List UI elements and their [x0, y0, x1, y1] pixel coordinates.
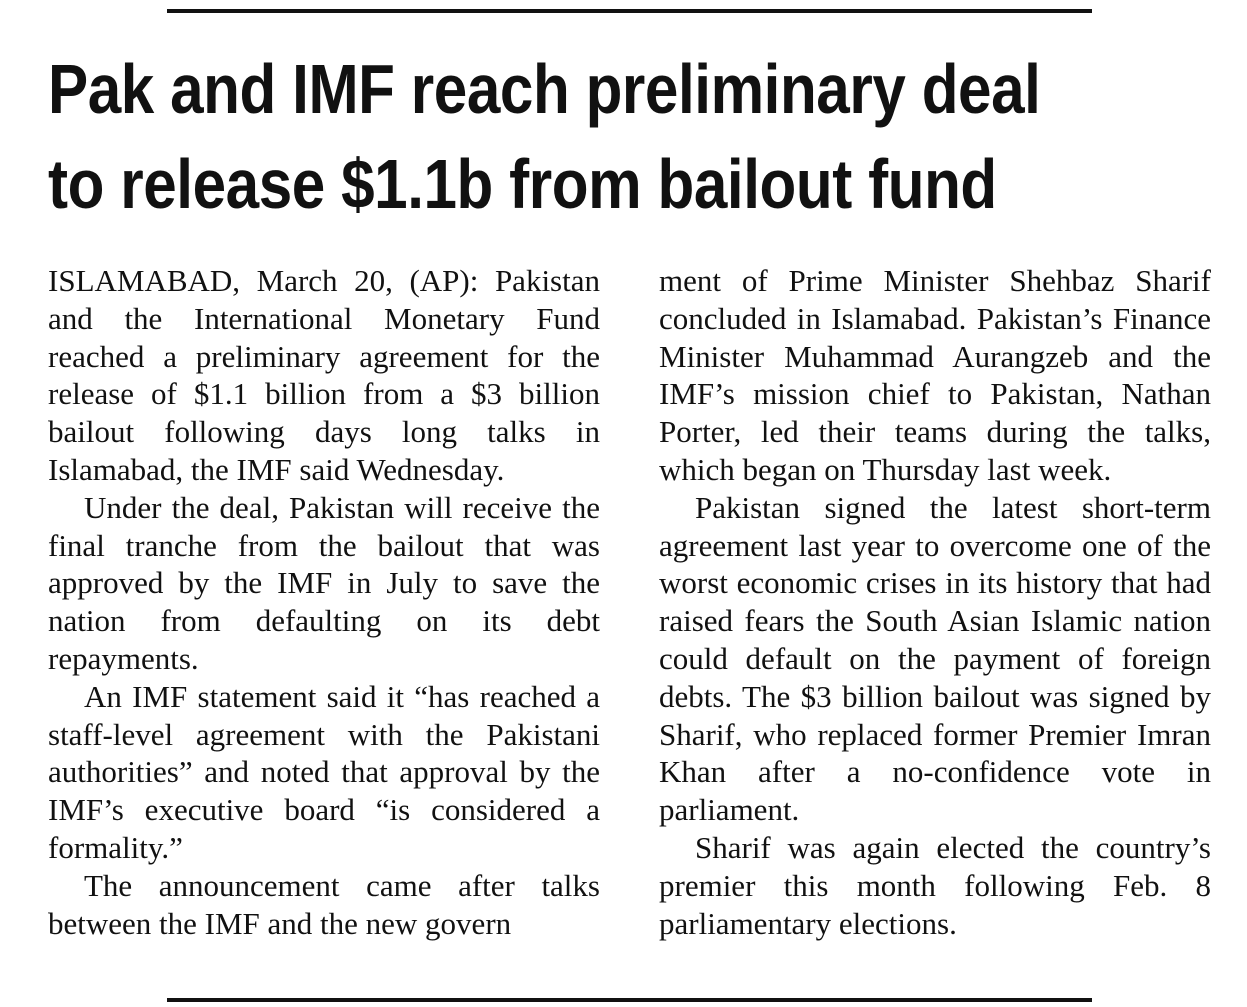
headline-line-1: Pak and IMF reach preliminary deal — [48, 50, 1041, 128]
paragraph: An IMF statement said it “has reached a staff-level agreement with the Pakistani authorities” and noted that approval by the IMF’s executive board “is considered a formality.” — [48, 678, 600, 865]
article-column-left — [48, 262, 600, 942]
article-column-right — [659, 262, 1211, 942]
headline-line-2: to release $1.1b from bailout fund — [48, 145, 997, 223]
paragraph-dateline: ISLAMABAD, March 20, (AP): Pakistan and the International Monetary Fund reached a preliminary agreement for the release of $1.1 billion from a $3 billion bailout following days long talks in Islamabad, the IMF said Wednesday. — [48, 263, 600, 487]
headline — [48, 42, 1050, 232]
paragraph: Sharif was again elected the country’s premier this month following Feb. 8 parliamentary elections. — [659, 829, 1211, 941]
paragraph: Under the deal, Pakistan will receive the final tranche from the bailout that was approved by the IMF in July to save the nation from defaulting on its debt repayments. — [48, 489, 600, 676]
paragraph: The announcement came after talks between the IMF and the new govern — [48, 867, 600, 941]
paragraph-continued: ment of Prime Minister Shehbaz Sharif concluded in Islamabad. Pakistan’s Finance Minister Muhammad Aurangzeb and the IMF’s mission chief to Pakistan, Nathan Porter, led their teams during the talks, which began on Thursday last week. — [659, 263, 1211, 487]
bottom-rule — [167, 998, 1092, 1002]
paragraph: Pakistan signed the latest short-term agreement last year to overcome one of the worst economic crises in its history that had raised fears the South Asian Islamic nation could default on the payment of foreign debts. The $3 billion bailout was signed by Sharif, who replaced former Premier Imran Khan after a no-confidence vote in parliament. — [659, 489, 1211, 828]
top-rule — [167, 9, 1092, 13]
